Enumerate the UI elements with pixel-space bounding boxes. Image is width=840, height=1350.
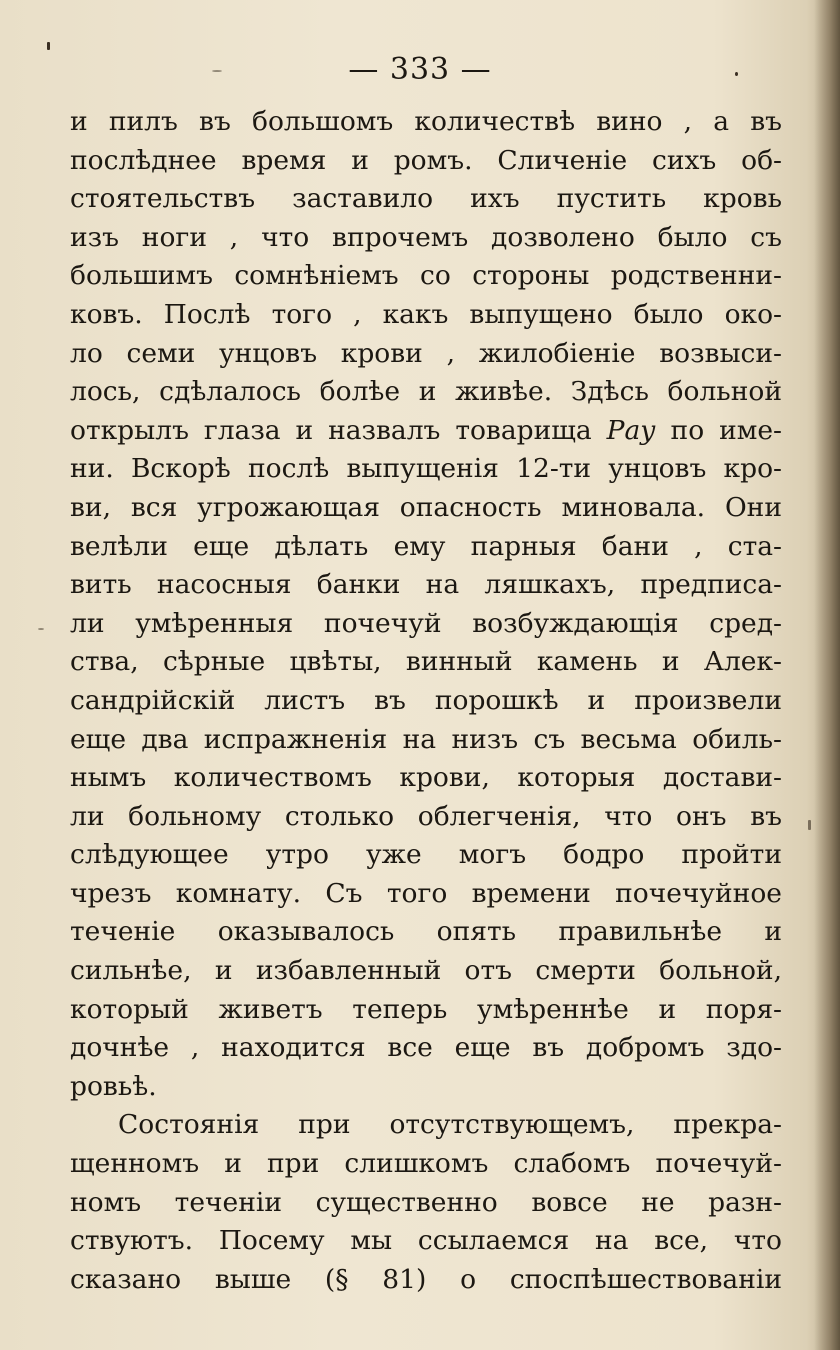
- text-line: Состоянія при отсутствующемъ, прекра-: [118, 1109, 782, 1141]
- ink-speck: [38, 628, 44, 630]
- text-line: ствуютъ. Посему мы ссылаемся на все, что: [70, 1225, 782, 1257]
- text-line: теченіе оказывалось опять правильнѣе и: [70, 916, 782, 948]
- text-line: дочнѣе , находится все еще въ добромъ здо-: [70, 1032, 782, 1064]
- page-text: [70, 103, 782, 1299]
- page-edge-shadow: [814, 0, 840, 1350]
- text-line: [70, 412, 782, 451]
- text-line: большимъ сомнѣніемъ со стороны родственни-: [70, 260, 782, 292]
- text-line: вить насосныя банки на ляшкахъ, предписа-: [70, 569, 782, 601]
- text-line: послѣднее время и ромъ. Сличеніе сихъ об-: [70, 144, 782, 176]
- page-number: — 333 —: [348, 52, 492, 87]
- text-line: стоятельствъ заставило ихъ пустить кровь: [70, 183, 782, 215]
- text-line: который живетъ теперь умѣреннѣе и поря-: [70, 993, 782, 1025]
- text-segment: открылъ глаза и назвалъ товарища: [70, 414, 607, 446]
- text-line: нымъ количествомъ крови, которыя достави-: [70, 762, 782, 794]
- ink-speck: [47, 42, 50, 50]
- text-line: номъ теченіи существенно вовсе не разн-: [70, 1186, 782, 1218]
- text-line: ли больному столько облегченія, что онъ въ: [70, 800, 782, 832]
- text-line: еще два испражненія на низъ съ весьма обиль-: [70, 723, 782, 755]
- text-line: изъ ноги , что впрочемъ дозволено было съ: [70, 221, 782, 253]
- text-line: чрезъ комнату. Съ того времени почечуйное: [70, 877, 782, 909]
- text-line: сандрійскій листъ въ порошкѣ и произвели: [70, 684, 782, 716]
- text-line: ровьѣ.: [70, 1070, 157, 1102]
- text-line: ли умѣренныя почечуй возбуждающія сред-: [70, 607, 782, 639]
- text-line: и пилъ въ большомъ количествѣ вино , а въ: [70, 106, 782, 137]
- text-line: слѣдующее утро уже могъ бодро пройти: [70, 839, 782, 871]
- text-line: ства, сѣрные цвѣты, винный камень и Алек-: [70, 646, 782, 678]
- text-line: велѣли еще дѣлать ему парныя бани , ста-: [70, 530, 782, 562]
- text-line: сильнѣе, и избавленный отъ смерти больной,: [70, 955, 782, 987]
- text-line: лось, сдѣлалось болѣе и живѣе. Здѣсь больной: [70, 376, 782, 408]
- text-segment: по име-: [655, 414, 782, 446]
- text-line: ло семи унцовъ крови , жилобіеніе возвыси-: [70, 337, 782, 369]
- text-line: ни. Вскорѣ послѣ выпущенія 12-ти унцовъ кро-: [70, 453, 782, 485]
- text-line: ви, вся угрожающая опасность миновала. Они: [70, 491, 782, 523]
- text-line: щенномъ и при слишкомъ слабомъ почечуй-: [70, 1148, 782, 1180]
- italic-name: Рау: [606, 414, 656, 446]
- text-line: сказано выше (§ 81) о споспѣшествованіи: [70, 1263, 782, 1295]
- text-line: ковъ. Послѣ того , какъ выпущено было око-: [70, 298, 782, 330]
- ink-speck: [808, 820, 811, 830]
